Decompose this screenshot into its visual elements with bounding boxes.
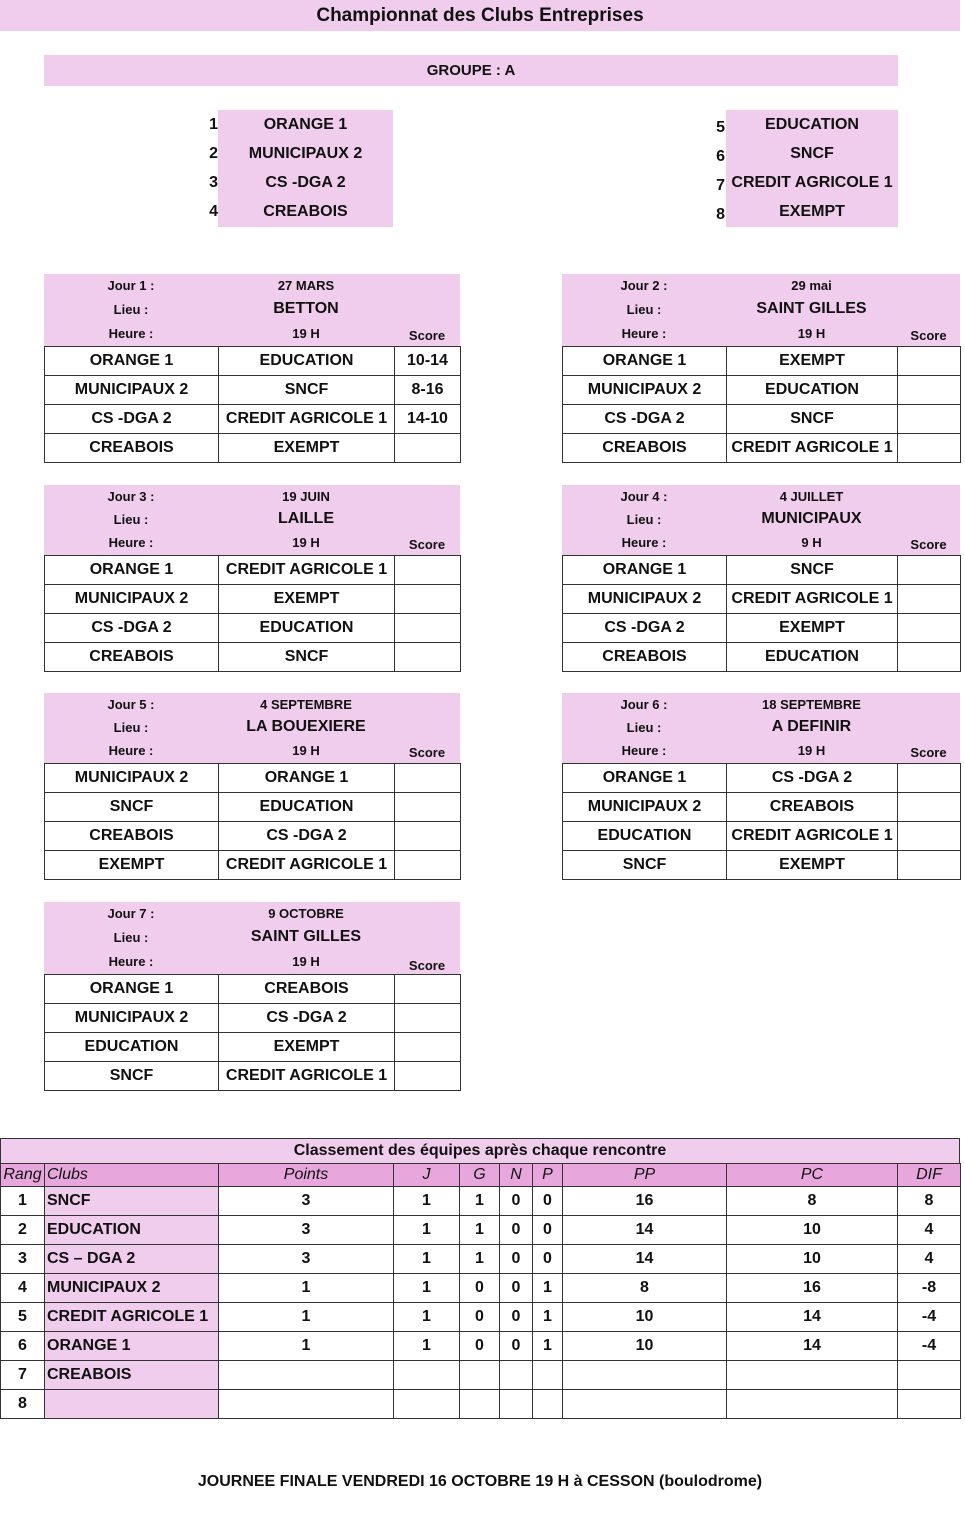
score-label: Score: [408, 328, 446, 343]
lieu-label: Lieu :: [626, 720, 662, 735]
g-cell: 1: [460, 1187, 500, 1216]
home-team: CREABOIS: [563, 643, 727, 672]
club-cell: [45, 1390, 219, 1419]
pp-cell: 14: [563, 1245, 727, 1274]
standings-caption: Classement des équipes après chaque rencontre: [0, 1138, 960, 1163]
club-cell: CS – DGA 2: [45, 1245, 219, 1274]
page-title: Championnat des Clubs Entreprises: [0, 0, 960, 31]
club-cell: ORANGE 1: [45, 1332, 219, 1361]
score-cell: [898, 376, 961, 405]
home-team: ORANGE 1: [563, 556, 727, 585]
home-team: CREABOIS: [45, 434, 219, 463]
heure-label: Heure :: [621, 535, 667, 550]
match-row: [563, 585, 961, 614]
jour-date: 9 OCTOBRE: [268, 906, 344, 921]
score-cell: [395, 556, 461, 585]
pp-cell: 16: [563, 1187, 727, 1216]
match-row: [563, 793, 961, 822]
score-cell: [395, 975, 461, 1004]
jour-lieu: LA BOUEXIERE: [246, 718, 366, 735]
away-team: CS -DGA 2: [219, 1004, 395, 1033]
score-cell: [898, 851, 961, 880]
team-name: MUNICIPAUX 2: [248, 145, 363, 162]
pp-cell: 10: [563, 1303, 727, 1332]
home-team: ORANGE 1: [563, 347, 727, 376]
team-name: CS -DGA 2: [265, 174, 346, 191]
away-team: EDUCATION: [219, 614, 395, 643]
score-cell: 14-10: [395, 405, 461, 434]
home-team: ORANGE 1: [45, 556, 219, 585]
away-team: SNCF: [219, 643, 395, 672]
home-team: SNCF: [45, 1062, 219, 1091]
club-cell: CREABOIS: [45, 1361, 219, 1390]
rank-cell: 5: [1, 1303, 45, 1332]
home-team: SNCF: [563, 851, 727, 880]
lieu-label: Lieu :: [113, 720, 149, 735]
g-cell: 0: [460, 1332, 500, 1361]
match-row: [45, 643, 461, 672]
n-cell: 0: [500, 1332, 533, 1361]
jour-lieu: SAINT GILLES: [250, 928, 362, 945]
match-row: [563, 405, 961, 434]
score-cell: [898, 556, 961, 585]
away-team: EXEMPT: [219, 434, 395, 463]
team-number: 8: [716, 206, 725, 223]
score-cell: [898, 405, 961, 434]
rank-cell: 1: [1, 1187, 45, 1216]
dif-cell: 4: [898, 1216, 961, 1245]
p-cell: 1: [533, 1303, 563, 1332]
jour-block-1: [44, 274, 460, 463]
jour-label: Jour 5 :: [107, 697, 155, 712]
points-cell: [219, 1390, 394, 1419]
team-number: 1: [209, 116, 218, 133]
g-cell: [460, 1361, 500, 1390]
home-team: CS -DGA 2: [563, 405, 727, 434]
score-cell: [395, 1033, 461, 1062]
j-cell: 1: [394, 1216, 460, 1245]
team-number: 3: [209, 174, 218, 191]
col-pc: PC: [727, 1164, 898, 1187]
away-team: SNCF: [727, 556, 898, 585]
score-cell: [395, 1004, 461, 1033]
score-cell: 8-16: [395, 376, 461, 405]
pc-cell: 8: [727, 1187, 898, 1216]
table-row: [1, 1216, 961, 1245]
col-clubs: Clubs: [45, 1164, 219, 1187]
score-label: Score: [910, 328, 947, 343]
away-team: CREDIT AGRICOLE 1: [219, 1062, 395, 1091]
home-team: MUNICIPAUX 2: [563, 585, 727, 614]
jour-date: 18 SEPTEMBRE: [762, 697, 861, 712]
n-cell: 0: [500, 1274, 533, 1303]
match-table: [562, 555, 961, 672]
away-team: CREDIT AGRICOLE 1: [727, 585, 898, 614]
j-cell: 1: [394, 1245, 460, 1274]
heure-label: Heure :: [621, 326, 667, 341]
match-row: [563, 347, 961, 376]
score-label: Score: [408, 537, 446, 552]
home-team: MUNICIPAUX 2: [563, 793, 727, 822]
n-cell: 0: [500, 1187, 533, 1216]
score-cell: [898, 822, 961, 851]
pp-cell: 10: [563, 1332, 727, 1361]
away-team: CREDIT AGRICOLE 1: [219, 556, 395, 585]
home-team: ORANGE 1: [45, 975, 219, 1004]
p-cell: 0: [533, 1216, 563, 1245]
away-team: EDUCATION: [219, 793, 395, 822]
match-row: [45, 376, 461, 405]
jour-lieu: LAILLE: [278, 510, 334, 527]
g-cell: 0: [460, 1274, 500, 1303]
pp-cell: [563, 1390, 727, 1419]
rank-cell: 7: [1, 1361, 45, 1390]
score-cell: [898, 434, 961, 463]
rank-cell: 3: [1, 1245, 45, 1274]
dif-cell: [898, 1390, 961, 1419]
jour-heure: 9 H: [801, 535, 822, 550]
match-row: [45, 556, 461, 585]
match-row: [45, 1004, 461, 1033]
score-cell: [898, 585, 961, 614]
score-cell: [395, 822, 461, 851]
col-pp: PP: [563, 1164, 727, 1187]
score-cell: 10-14: [395, 347, 461, 376]
score-label: Score: [408, 745, 446, 760]
match-row: [45, 822, 461, 851]
away-team: CREDIT AGRICOLE 1: [727, 434, 898, 463]
score-cell: [395, 585, 461, 614]
jour-heure: 19 H: [292, 743, 320, 758]
club-cell: EDUCATION: [45, 1216, 219, 1245]
match-row: [45, 434, 461, 463]
home-team: MUNICIPAUX 2: [45, 1004, 219, 1033]
heure-label: Heure :: [621, 743, 667, 758]
match-row: [45, 405, 461, 434]
jour-label: Jour 7 :: [107, 906, 155, 921]
points-cell: 1: [219, 1332, 394, 1361]
standings-header-row: [1, 1164, 961, 1187]
heure-label: Heure :: [108, 535, 154, 550]
dif-cell: [898, 1361, 961, 1390]
team-name: ORANGE 1: [263, 116, 348, 133]
away-team: SNCF: [219, 376, 395, 405]
p-cell: 0: [533, 1187, 563, 1216]
points-cell: 1: [219, 1303, 394, 1332]
g-cell: [460, 1390, 500, 1419]
score-cell: [898, 643, 961, 672]
away-team: SNCF: [727, 405, 898, 434]
score-cell: [395, 1062, 461, 1091]
match-row: [563, 822, 961, 851]
match-table: [44, 974, 461, 1091]
team-number: 7: [716, 177, 725, 194]
dif-cell: 8: [898, 1187, 961, 1216]
jour-block-2: [562, 274, 960, 463]
away-team: CS -DGA 2: [727, 764, 898, 793]
dif-cell: 4: [898, 1245, 961, 1274]
jour-date: 27 MARS: [277, 278, 335, 293]
away-team: EXEMPT: [727, 851, 898, 880]
away-team: EXEMPT: [219, 585, 395, 614]
n-cell: 0: [500, 1216, 533, 1245]
match-row: [45, 851, 461, 880]
jour-lieu: SAINT GILLES: [756, 300, 867, 317]
match-row: [563, 376, 961, 405]
lieu-label: Lieu :: [626, 302, 662, 317]
score-label: Score: [910, 745, 947, 760]
pc-cell: [727, 1390, 898, 1419]
away-team: EXEMPT: [727, 614, 898, 643]
final-day-note: JOURNEE FINALE VENDREDI 16 OCTOBRE 19 H à CESSON (boulodrome): [197, 1473, 763, 1490]
match-row: [45, 614, 461, 643]
pc-cell: 14: [727, 1332, 898, 1361]
jour-block-4: [562, 485, 960, 672]
match-row: [563, 764, 961, 793]
score-label: Score: [910, 537, 947, 552]
match-row: [45, 764, 461, 793]
jour-lieu: A DEFINIR: [771, 718, 852, 735]
j-cell: 1: [394, 1332, 460, 1361]
score-cell: [395, 643, 461, 672]
heure-label: Heure :: [108, 743, 154, 758]
score-label: Score: [408, 958, 446, 973]
lieu-label: Lieu :: [626, 512, 662, 527]
table-row: [1, 1361, 961, 1390]
j-cell: 1: [394, 1187, 460, 1216]
away-team: ORANGE 1: [219, 764, 395, 793]
home-team: CREABOIS: [45, 643, 219, 672]
match-table: [44, 346, 461, 463]
away-team: EDUCATION: [727, 376, 898, 405]
jour-date: 4 SEPTEMBRE: [260, 697, 352, 712]
score-cell: [898, 614, 961, 643]
home-team: SNCF: [45, 793, 219, 822]
team-number: 2: [209, 145, 218, 162]
lieu-label: Lieu :: [113, 302, 149, 317]
score-cell: [898, 793, 961, 822]
match-row: [45, 793, 461, 822]
jour-block-3: [44, 485, 460, 672]
home-team: EXEMPT: [45, 851, 219, 880]
g-cell: 1: [460, 1216, 500, 1245]
points-cell: 3: [219, 1245, 394, 1274]
match-row: [563, 643, 961, 672]
home-team: CREABOIS: [45, 822, 219, 851]
jour-label: Jour 6 :: [620, 697, 668, 712]
home-team: CREABOIS: [563, 434, 727, 463]
match-table: [562, 763, 961, 880]
j-cell: 1: [394, 1274, 460, 1303]
j-cell: [394, 1361, 460, 1390]
match-row: [563, 556, 961, 585]
jour-label: Jour 2 :: [620, 278, 668, 293]
p-cell: 1: [533, 1332, 563, 1361]
jour-lieu: MUNICIPAUX: [761, 510, 862, 527]
dif-cell: -4: [898, 1303, 961, 1332]
team-name: EDUCATION: [765, 116, 859, 133]
match-table: [44, 763, 461, 880]
team-name: SNCF: [790, 145, 834, 162]
away-team: CREABOIS: [727, 793, 898, 822]
match-row: [563, 851, 961, 880]
home-team: ORANGE 1: [45, 347, 219, 376]
jour-block-6: [562, 693, 960, 880]
home-team: CS -DGA 2: [563, 614, 727, 643]
table-row: [1, 1332, 961, 1361]
jour-heure: 19 H: [292, 326, 320, 341]
col-dif: DIF: [898, 1164, 961, 1187]
score-cell: [898, 347, 961, 376]
rank-cell: 6: [1, 1332, 45, 1361]
away-team: CREDIT AGRICOLE 1: [219, 851, 395, 880]
jour-date: 29 mai: [791, 278, 832, 293]
n-cell: [500, 1390, 533, 1419]
match-row: [45, 347, 461, 376]
score-cell: [395, 793, 461, 822]
group-label: GROUPE : A: [44, 55, 898, 86]
club-cell: SNCF: [45, 1187, 219, 1216]
g-cell: 0: [460, 1303, 500, 1332]
p-cell: 1: [533, 1274, 563, 1303]
club-cell: CREDIT AGRICOLE 1: [45, 1303, 219, 1332]
heure-label: Heure :: [108, 954, 154, 969]
jour-label: Jour 4 :: [620, 489, 668, 504]
col-g: G: [460, 1164, 500, 1187]
lieu-label: Lieu :: [113, 512, 149, 527]
match-row: [563, 434, 961, 463]
home-team: MUNICIPAUX 2: [45, 585, 219, 614]
match-row: [45, 585, 461, 614]
team-name: CREDIT AGRICOLE 1: [731, 174, 893, 191]
team-number: 4: [209, 203, 218, 220]
match-row: [45, 1062, 461, 1091]
match-table: [562, 346, 961, 463]
jour-block-7: [44, 902, 460, 1091]
dif-cell: -8: [898, 1274, 961, 1303]
standings-table: [0, 1138, 960, 1419]
points-cell: [219, 1361, 394, 1390]
score-cell: [395, 851, 461, 880]
score-cell: [395, 764, 461, 793]
away-team: EXEMPT: [727, 347, 898, 376]
pp-cell: 8: [563, 1274, 727, 1303]
pc-cell: 10: [727, 1216, 898, 1245]
table-row: [1, 1390, 961, 1419]
points-cell: 1: [219, 1274, 394, 1303]
away-team: CREDIT AGRICOLE 1: [219, 405, 395, 434]
col-j: J: [394, 1164, 460, 1187]
points-cell: 3: [219, 1187, 394, 1216]
jour-lieu: BETTON: [273, 300, 339, 317]
away-team: CS -DGA 2: [219, 822, 395, 851]
jour-date: 19 JUIN: [282, 489, 330, 504]
home-team: MUNICIPAUX 2: [45, 376, 219, 405]
table-row: [1, 1303, 961, 1332]
jour-heure: 19 H: [292, 954, 320, 969]
g-cell: 1: [460, 1245, 500, 1274]
jour-block-5: [44, 693, 460, 880]
score-cell: [395, 614, 461, 643]
away-team: CREABOIS: [219, 975, 395, 1004]
home-team: CS -DGA 2: [45, 614, 219, 643]
n-cell: 0: [500, 1245, 533, 1274]
home-team: EDUCATION: [563, 822, 727, 851]
rank-cell: 8: [1, 1390, 45, 1419]
table-row: [1, 1187, 961, 1216]
jour-heure: 19 H: [797, 743, 826, 758]
col-p: P: [533, 1164, 563, 1187]
jour-label: Jour 3 :: [107, 489, 155, 504]
col-n: N: [500, 1164, 533, 1187]
away-team: EDUCATION: [219, 347, 395, 376]
away-team: CREDIT AGRICOLE 1: [727, 822, 898, 851]
away-team: EDUCATION: [727, 643, 898, 672]
col-points: Points: [219, 1164, 394, 1187]
p-cell: [533, 1361, 563, 1390]
n-cell: [500, 1361, 533, 1390]
home-team: EDUCATION: [45, 1033, 219, 1062]
p-cell: [533, 1390, 563, 1419]
pp-cell: [563, 1361, 727, 1390]
jour-label: Jour 1 :: [107, 278, 155, 293]
club-cell: MUNICIPAUX 2: [45, 1274, 219, 1303]
rank-cell: 2: [1, 1216, 45, 1245]
team-number: 6: [716, 148, 725, 165]
j-cell: 1: [394, 1303, 460, 1332]
home-team: MUNICIPAUX 2: [45, 764, 219, 793]
n-cell: 0: [500, 1303, 533, 1332]
home-team: ORANGE 1: [563, 764, 727, 793]
match-row: [45, 975, 461, 1004]
team-name: CREABOIS: [263, 203, 348, 220]
match-row: [563, 614, 961, 643]
home-team: MUNICIPAUX 2: [563, 376, 727, 405]
pc-cell: 10: [727, 1245, 898, 1274]
j-cell: [394, 1390, 460, 1419]
rank-cell: 4: [1, 1274, 45, 1303]
pc-cell: [727, 1361, 898, 1390]
pp-cell: 14: [563, 1216, 727, 1245]
match-row: [45, 1033, 461, 1062]
table-row: [1, 1274, 961, 1303]
lieu-label: Lieu :: [113, 930, 149, 945]
team-name: EXEMPT: [779, 203, 845, 220]
score-cell: [898, 764, 961, 793]
team-number: 5: [716, 119, 725, 136]
table-row: [1, 1245, 961, 1274]
dif-cell: -4: [898, 1332, 961, 1361]
score-cell: [395, 434, 461, 463]
heure-label: Heure :: [108, 326, 154, 341]
points-cell: 3: [219, 1216, 394, 1245]
p-cell: 0: [533, 1245, 563, 1274]
pc-cell: 16: [727, 1274, 898, 1303]
match-table: [44, 555, 461, 672]
jour-heure: 19 H: [292, 535, 320, 550]
jour-date: 4 JUILLET: [779, 489, 844, 504]
jour-heure: 19 H: [797, 326, 826, 341]
away-team: EXEMPT: [219, 1033, 395, 1062]
col-rang: Rang: [1, 1164, 45, 1187]
pc-cell: 14: [727, 1303, 898, 1332]
home-team: CS -DGA 2: [45, 405, 219, 434]
